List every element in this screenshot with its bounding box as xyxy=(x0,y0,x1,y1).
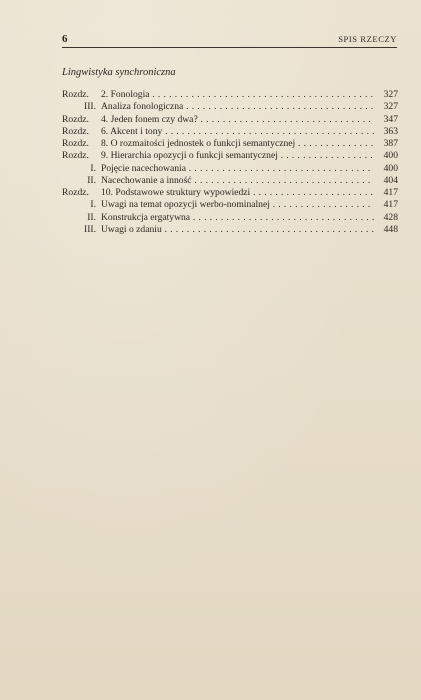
running-head: SPIS RZECZY xyxy=(338,34,397,44)
toc-entry-page: 428 xyxy=(383,211,398,223)
toc-entry-page: 347 xyxy=(383,113,398,125)
toc-entry-title: 8. O rozmaitości jednostek o funkcji semantycznej . . . xyxy=(101,138,374,150)
toc-entry xyxy=(62,175,398,187)
toc-entry-page: 404 xyxy=(383,174,398,186)
toc-entry-page: 417 xyxy=(383,199,398,211)
toc-entry-label: III. xyxy=(84,223,96,235)
toc-entry-page: 327 xyxy=(383,101,398,113)
toc-entry-title: Pojęcie nacechowania . . . xyxy=(101,163,374,175)
toc-entry-title: 4. Jeden fonem czy dwa? . . . xyxy=(101,114,374,126)
toc-entry-page: 387 xyxy=(383,138,398,149)
toc-entry-page: 400 xyxy=(383,150,398,162)
toc-entry-title: 6. Akcent i tony . . . xyxy=(101,126,374,138)
toc-entry-title: Uwagi o zdaniu . . . xyxy=(101,224,374,236)
toc-entry-label: I. xyxy=(90,199,96,211)
toc-entry-label: Rozdz. xyxy=(62,150,89,162)
page-header xyxy=(62,33,397,48)
page-number: 6 xyxy=(62,33,68,45)
toc-entry xyxy=(62,89,398,101)
toc-entry-title: 10. Podstawowe struktury wypowiedzi . . . xyxy=(101,187,374,199)
toc-entry xyxy=(62,138,398,150)
toc-entry-page: 417 xyxy=(383,187,398,198)
toc-entry-label: II. xyxy=(87,174,96,186)
toc-entry-label: II. xyxy=(87,211,96,223)
toc-entry xyxy=(62,114,398,126)
toc-entry-label: I. xyxy=(90,162,96,174)
section-title: Lingwistyka synchroniczna xyxy=(62,67,176,78)
toc-entry xyxy=(62,126,398,138)
table-of-contents xyxy=(62,89,398,236)
toc-entry-title: 9. Hierarchia opozycji o funkcji semantycznej . . . xyxy=(101,150,374,162)
toc-entry xyxy=(62,224,398,236)
toc-entry-title: Uwagi na temat opozycji werbo-nominalnej . . . xyxy=(101,199,374,211)
toc-entry-label: Rozdz. xyxy=(62,113,89,125)
toc-entry-label: Rozdz. xyxy=(62,89,89,100)
toc-entry-label: Rozdz. xyxy=(62,125,89,137)
toc-entry xyxy=(62,150,398,162)
toc-entry xyxy=(62,163,398,175)
toc-entry-title: Nacechowanie a inność . . . xyxy=(101,175,374,187)
toc-entry xyxy=(62,212,398,224)
toc-entry-title: Konstrukcja ergatywna . . . xyxy=(101,212,374,224)
toc-entry-page: 363 xyxy=(383,125,398,137)
toc-entry xyxy=(62,101,398,113)
toc-entry-label: III. xyxy=(84,101,96,113)
toc-entry-title: Analiza fonologiczna . . . xyxy=(101,101,374,113)
toc-entry-page: 400 xyxy=(383,162,398,174)
toc-entry-page: 448 xyxy=(383,223,398,235)
toc-entry xyxy=(62,187,398,199)
toc-entry-label: Rozdz. xyxy=(62,138,89,149)
toc-entry-title: 2. Fonologia . . . xyxy=(101,89,374,101)
toc-entry xyxy=(62,199,398,211)
toc-entry-page: 327 xyxy=(383,89,398,100)
toc-entry-label: Rozdz. xyxy=(62,187,89,198)
